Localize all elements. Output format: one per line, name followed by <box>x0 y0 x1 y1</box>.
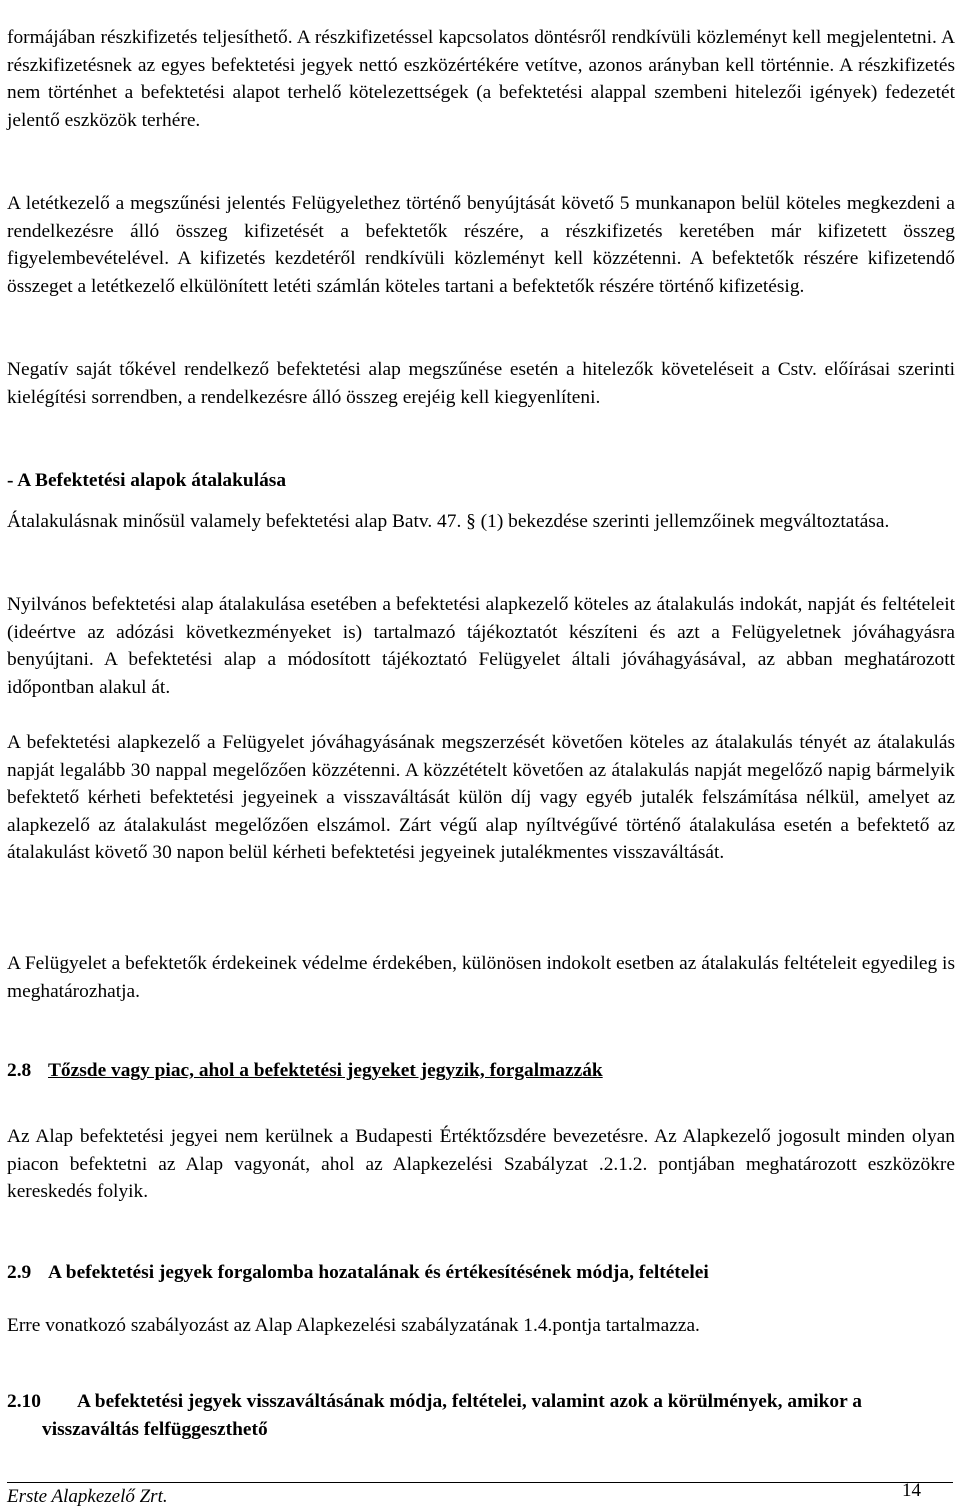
paragraph-negative-equity: Negatív saját tőkével rendelkező befektetési alap megszűnése esetén a hitelezők követeléseit a Cstv. előírásai szerinti kielégítési sorrendben, a rendelkezésre álló összeg erejéig kell kiegyenlíteni. <box>7 359 955 408</box>
heading-title: A befektetési jegyek forgalomba hozatalának és értékesítésének módja, feltételei <box>48 1262 709 1283</box>
paragraph-custodian-payment: A letétkezelő a megszűnési jelentés Felügyelethez történő benyújtását követő 5 munkanapon belül köteles megkezdeni a rendelkezésre álló összeg kifizetését a befektetők részére, a részkifizetés keretében már kifizetett összeg figyelembevételével. A kifizetés kezdetéről rendkívüli közleményt kell közzétenni. A befektetők részére kifizetendő összeget a letétkezelő elkülönített letéti számlán köteles tartani a befektetők részére történő kifizetésig. <box>7 193 955 297</box>
section-heading-transformation: - A Befektetési alapok átalakulása <box>7 470 287 491</box>
heading-number: 2.10 <box>7 1391 41 1412</box>
paragraph-stock-exchange: Az Alap befektetési jegyei nem kerülnek a Budapesti Értéktőzsdére bevezetésre. Az Alapkezelő jogosult minden olyan piacon befektetni az Alap vagyonát, ahol az Alapkezelési Szabályzat .2.1.2. pontjában meghatározott eszközökre kereskedés folyik. <box>7 1126 955 1202</box>
heading-number: 2.8 <box>7 1060 32 1081</box>
paragraph-regulation-reference: Erre vonatkozó szabályozást az Alap Alapkezelési szabályzatának 1.4.pontja tartalmazza. <box>7 1315 700 1336</box>
paragraph-authority-protection: A Felügyelet a befektetők érdekeinek védelme érdekében, különösen indokolt esetben az átalakulás feltételeit egyedileg is meghatározhatja. <box>7 953 955 1002</box>
footer-divider <box>7 1482 953 1483</box>
paragraph-public-fund-transformation: Nyilvános befektetési alap átalakulása esetében a befektetési alapkezelő köteles az átalakulás indokát, napját és feltételeit (ideértve az adózási következményeket is) tartalmazó tájékoztatót készíteni és azt a Felügyeletnek jóváhagyásra benyújtani. A befektetési alap a módosított tájékoztató Felügyelet általi jóváhagyásával, az abban meghatározott időpontban alakul át. <box>7 594 955 698</box>
section-heading-2-10 <box>7 1388 955 1443</box>
footer-company: Erste Alapkezelő Zrt. <box>7 1486 168 1507</box>
paragraph-partial-payment: formájában részkifizetés teljesíthető. A részkifizetéssel kapcsolatos döntésről rendkívüli közleményt kell megjelentetni. A részkifizetésnek az egyes befektetési jegyek nettó eszközértékére vetítve, azonos arányban kell történnie. A részkifizetés nem történhet a befektetési alapot terhelő kötelezettségek (a befektetési alappal szembeni hitelezői igények) fedezetét jelentő eszközök terhére. <box>7 27 955 131</box>
heading-number: 2.9 <box>7 1262 32 1283</box>
paragraph-transformation-definition: Átalakulásnak minősül valamely befektetési alap Batv. 47. § (1) bekezdése szerinti jellemzőinek megváltoztatása. <box>7 511 890 532</box>
paragraph-fund-manager-approval: A befektetési alapkezelő a Felügyelet jóváhagyásának megszerzését követően köteles az átalakulás tényét az átalakulás napját legalább 30 nappal megelőzően közzétenni. A közzétételt követően az átalakulás napját megelőző napig bármelyik befektető kérheti befektetési jegyeinek a visszaváltását külön díj vagy egyéb jutalék felszámítása nélkül, amelyet az alapkezelő az átalakulást megelőzően elszámol. Zárt végű alap nyíltvégűvé történő átalakulása esetén a befektető az átalakulást követő 30 napon belül kérheti befektetési jegyeinek jutalékmentes visszaváltását. <box>7 732 955 863</box>
heading-title: A befektetési jegyek visszaváltásának módja, feltételei, valamint azok a körülmények, amikor a visszaváltás felfüggeszthető <box>42 1391 862 1440</box>
heading-title: Tőzsde vagy piac, ahol a befektetési jegyeket jegyzik, forgalmazzák <box>48 1060 603 1081</box>
section-heading-2-9 <box>7 1259 955 1287</box>
section-heading-2-8 <box>7 1057 955 1085</box>
page-number: 14 <box>902 1480 921 1501</box>
